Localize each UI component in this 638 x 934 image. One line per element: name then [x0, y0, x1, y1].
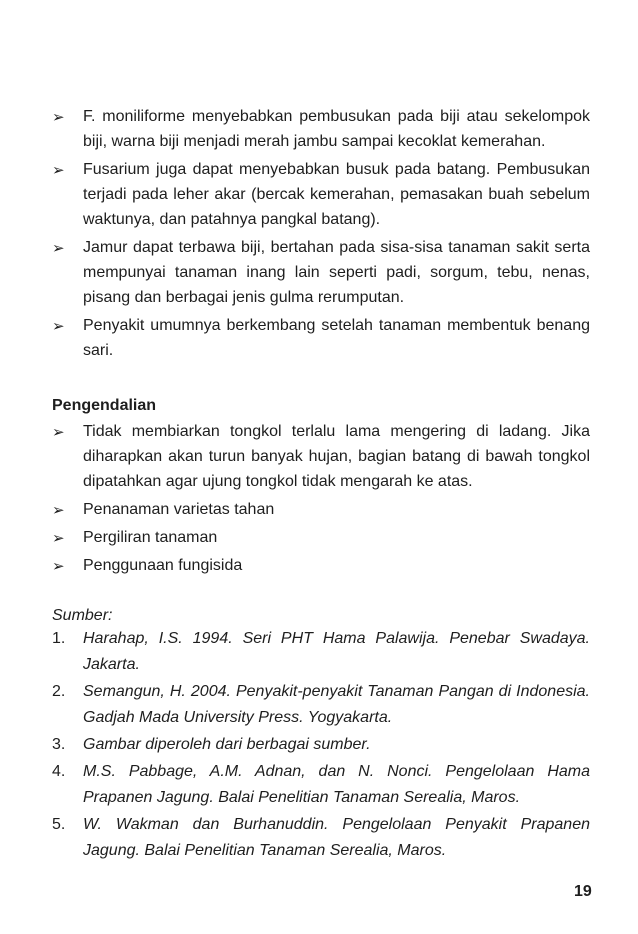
- source-text: W. Wakman dan Burhanuddin. Pengelolaan Penyakit Prapanen Jagung. Balai Penelitian Tanaman Serealia, Maros.: [83, 816, 590, 859]
- source-item: [52, 679, 590, 731]
- list-item: [52, 157, 590, 232]
- arrow-bullet-icon: ➢: [52, 109, 65, 126]
- source-text: M.S. Pabbage, A.M. Adnan, dan N. Nonci. Pengelolaan Hama Prapanen Jagung. Balai Penelitian Tanaman Serealia, Maros.: [83, 763, 590, 806]
- list-item: [52, 525, 590, 550]
- list-item: [52, 313, 590, 363]
- source-number: 4.: [52, 763, 66, 780]
- source-number: 1.: [52, 630, 66, 647]
- sources-title: Sumber:: [52, 607, 113, 624]
- arrow-bullet-icon: ➢: [52, 162, 65, 179]
- symptom-text: F. moniliforme menyebabkan pembusukan pada biji atau sekelompok biji, warna biji menjadi merah jambu sampai kecoklat kemerahan.: [83, 108, 590, 150]
- symptom-text: Penyakit umumnya berkembang setelah tanaman membentuk benang sari.: [83, 317, 590, 359]
- section-heading: Pengendalian: [52, 397, 157, 414]
- symptom-text: Jamur dapat terbawa biji, bertahan pada sisa-sisa tanaman sakit serta mempunyai tanaman inang lain seperti padi, sorgum, tebu, nenas, pisang dan berbagai jenis gulma rerumputan.: [83, 239, 590, 306]
- source-text: Harahap, I.S. 1994. Seri PHT Hama Palawija. Penebar Swadaya. Jakarta.: [83, 630, 590, 673]
- source-item: [52, 626, 590, 678]
- control-text: Penggunaan fungisida: [83, 557, 243, 574]
- source-list: [52, 626, 590, 865]
- symptom-text: Fusarium juga dapat menyebabkan busuk pada batang. Pembusukan terjadi pada leher akar (bercak kemerahan, pemasakan buah sebelum waktunya, dan patahnya pangkal batang).: [83, 161, 590, 228]
- arrow-bullet-icon: ➢: [52, 558, 65, 575]
- list-item: [52, 104, 590, 154]
- list-item: [52, 235, 590, 310]
- arrow-bullet-icon: ➢: [52, 530, 65, 547]
- source-item: [52, 732, 590, 758]
- source-text: Gambar diperoleh dari berbagai sumber.: [83, 736, 371, 753]
- symptom-list: [52, 104, 590, 366]
- control-text: Tidak membiarkan tongkol terlalu lama mengering di ladang. Jika diharapkan akan turun banyak hujan, bagian batang di bawah tongkol dipatahkan agar ujung tongkol tidak mengarah ke atas.: [83, 423, 590, 490]
- arrow-bullet-icon: ➢: [52, 424, 65, 441]
- source-item: [52, 812, 590, 864]
- source-number: 3.: [52, 736, 66, 753]
- page-number: 19: [574, 883, 592, 900]
- control-list: [52, 419, 590, 581]
- source-item: [52, 759, 590, 811]
- list-item: [52, 497, 590, 522]
- arrow-bullet-icon: ➢: [52, 502, 65, 519]
- list-item: [52, 419, 590, 494]
- list-item: [52, 553, 590, 578]
- control-text: Pergiliran tanaman: [83, 529, 218, 546]
- arrow-bullet-icon: ➢: [52, 240, 65, 257]
- source-text: Semangun, H. 2004. Penyakit-penyakit Tanaman Pangan di Indonesia. Gadjah Mada University Press. Yogyakarta.: [83, 683, 590, 726]
- arrow-bullet-icon: ➢: [52, 318, 65, 335]
- control-text: Penanaman varietas tahan: [83, 501, 275, 518]
- source-number: 5.: [52, 816, 66, 833]
- source-number: 2.: [52, 683, 66, 700]
